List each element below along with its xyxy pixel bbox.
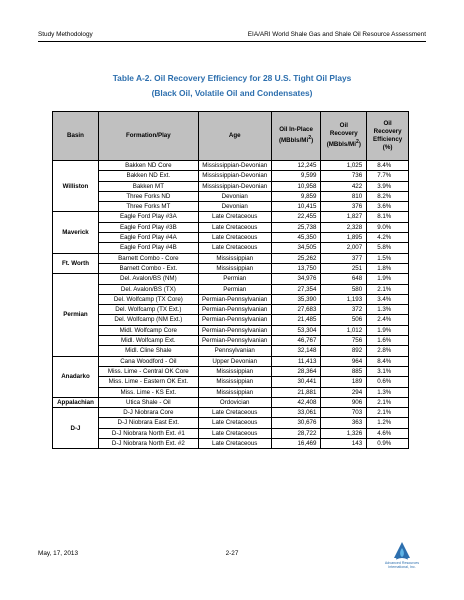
table-row [53,243,409,253]
play-cell: Eagle Ford Play #4A [98,233,198,243]
play-cell: Three Forks MT [98,202,198,212]
age-cell: Permian [198,274,271,284]
oil-recovery-cell: 580 [321,284,367,294]
recovery-efficiency-cell: 3.1% [367,366,409,376]
oil-recovery-cell: 964 [321,356,367,366]
play-cell: Del. Avalon/BS (NM) [98,274,198,284]
play-cell: Del. Wolfcamp (TX Ext.) [98,305,198,315]
oil-recovery-cell: 1,193 [321,294,367,304]
col-header-play: Formation/Play [98,112,198,161]
table-subtitle: (Black Oil, Volatile Oil and Condensates) [151,88,313,98]
oil-in-place-cell: 34,505 [271,243,321,253]
oil-recovery-cell: 885 [321,366,367,376]
oil-recovery-cell: 648 [321,274,367,284]
logo-text-line2: International, Inc. [388,565,416,569]
oil-in-place-cell: 11,413 [271,356,321,366]
oil-recovery-cell: 810 [321,191,367,201]
oil-in-place-cell: 45,350 [271,233,321,243]
table-row [53,222,409,232]
play-cell: D-J Niobrara East Ext. [98,418,198,428]
table-row [53,294,409,304]
table-row [53,263,409,273]
table-row [53,233,409,243]
table-row [53,387,409,397]
oil-in-place-cell: 22,455 [271,212,321,222]
oil-in-place-cell: 25,262 [271,253,321,263]
oil-in-place-cell: 28,722 [271,428,321,438]
oil-recovery-cell: 892 [321,346,367,356]
basin-cell: Ft. Worth [53,253,99,274]
play-cell: Bakken ND Core [98,161,198,171]
recovery-efficiency-cell: 8.2% [367,191,409,201]
play-cell: D-J Niobrara North Ext. #2 [98,439,198,449]
oil-recovery-cell: 756 [321,336,367,346]
oil-recovery-cell: 143 [321,439,367,449]
age-cell: Mississippian [198,263,271,273]
age-cell: Late Cretaceous [198,418,271,428]
table-row [53,408,409,418]
age-cell: Mississippian-Devonian [198,161,271,171]
play-cell: Eagle Ford Play #3B [98,222,198,232]
table-row [53,181,409,191]
oil-recovery-cell: 372 [321,305,367,315]
oil-recovery-cell: 1,326 [321,428,367,438]
play-cell: Miss. Lime - Central OK Core [98,366,198,376]
oil-in-place-cell: 10,415 [271,202,321,212]
recovery-efficiency-cell: 8.4% [367,161,409,171]
age-cell: Devonian [198,191,271,201]
table-row [53,191,409,201]
table-row [53,336,409,346]
oil-recovery-cell: 251 [321,263,367,273]
col-header-oil-recovery: Oil Recovery (MBbls/Mi$^2$) [321,112,367,161]
oil-recovery-table [52,111,409,449]
oil-in-place-cell: 10,958 [271,181,321,191]
age-cell: Upper Devonian [198,356,271,366]
basin-cell: Anadarko [53,356,99,397]
play-cell: Midl. Wolfcamp Ext. [98,336,198,346]
oil-in-place-cell: 27,354 [271,284,321,294]
recovery-efficiency-cell: 1.9% [367,274,409,284]
oil-in-place-cell: 16,469 [271,439,321,449]
play-cell: Cana Woodford - Oil [98,356,198,366]
oil-in-place-cell: 35,390 [271,294,321,304]
oil-recovery-cell: 1,012 [321,325,367,335]
age-cell: Permian-Pennsylvanian [198,305,271,315]
footer-page-number: 2-27 [225,550,239,557]
oil-in-place-cell: 9,599 [271,171,321,181]
oil-recovery-cell: 363 [321,418,367,428]
age-cell: Mississippian-Devonian [198,181,271,191]
oil-recovery-cell: 703 [321,408,367,418]
play-cell: Barnett Combo - Core [98,253,198,263]
play-cell: Bakken ND Ext. [98,171,198,181]
play-cell: D-J Niobrara Core [98,408,198,418]
table-row [53,428,409,438]
recovery-efficiency-cell: 3.4% [367,294,409,304]
oil-in-place-cell: 53,304 [271,325,321,335]
table-row [53,274,409,284]
recovery-efficiency-cell: 8.1% [367,212,409,222]
age-cell: Permian-Pennsylvanian [198,294,271,304]
col-header-recovery-efficiency: Oil Recovery Efficiency (%) [367,112,409,161]
recovery-efficiency-cell: 1.8% [367,263,409,273]
play-cell: D-J Niobrara North Ext. #1 [98,428,198,438]
table-row [53,212,409,222]
oil-in-place-cell: 46,767 [271,336,321,346]
age-cell: Permian-Pennsylvanian [198,315,271,325]
age-cell: Mississippian [198,387,271,397]
oil-in-place-cell: 27,683 [271,305,321,315]
oil-recovery-cell: 377 [321,253,367,263]
oil-recovery-cell: 2,007 [321,243,367,253]
oil-recovery-cell: 294 [321,387,367,397]
col-header-oil-in-place: Oil In-Place (MBbls/Mi$^2$) [271,112,321,161]
oil-recovery-cell: 189 [321,377,367,387]
play-cell: Bakken MT [98,181,198,191]
ari-logo-icon [393,541,411,561]
play-cell: Barnett Combo - Ext. [98,263,198,273]
age-cell: Mississippian [198,377,271,387]
oil-recovery-cell: 906 [321,397,367,407]
oil-recovery-cell: 1,025 [321,161,367,171]
age-cell: Mississippian [198,253,271,263]
recovery-efficiency-cell: 1.5% [367,253,409,263]
recovery-efficiency-cell: 7.7% [367,171,409,181]
oil-recovery-cell: 422 [321,181,367,191]
basin-cell: Permian [53,274,99,356]
oil-in-place-cell: 34,976 [271,274,321,284]
recovery-efficiency-cell: 1.3% [367,387,409,397]
recovery-efficiency-cell: 1.2% [367,418,409,428]
oil-recovery-cell: 1,895 [321,233,367,243]
age-cell: Late Cretaceous [198,408,271,418]
recovery-efficiency-cell: 2.1% [367,408,409,418]
oil-in-place-cell: 25,738 [271,222,321,232]
oil-in-place-cell: 30,441 [271,377,321,387]
recovery-efficiency-cell: 1.9% [367,325,409,335]
oil-in-place-cell: 33,061 [271,408,321,418]
age-cell: Late Cretaceous [198,222,271,232]
table-row [53,315,409,325]
recovery-efficiency-cell: 3.6% [367,202,409,212]
age-cell: Late Cretaceous [198,233,271,243]
oil-in-place-cell: 12,245 [271,161,321,171]
col-header-basin: Basin [53,112,99,161]
recovery-efficiency-cell: 1.6% [367,336,409,346]
recovery-efficiency-cell: 3.9% [367,181,409,191]
oil-recovery-cell: 1,827 [321,212,367,222]
table-title: Table A-2. Oil Recovery Efficiency for 28 U.S. Tight Oil Plays [112,73,352,83]
col-header-age: Age [198,112,271,161]
table-row [53,377,409,387]
oil-in-place-cell: 21,485 [271,315,321,325]
age-cell: Late Cretaceous [198,439,271,449]
recovery-efficiency-cell: 2.8% [367,346,409,356]
footer-date: May, 17, 2013 [38,550,79,557]
age-cell: Permian-Pennsylvanian [198,336,271,346]
oil-in-place-cell: 13,750 [271,263,321,273]
age-cell: Mississippian-Devonian [198,171,271,181]
age-cell: Permian-Pennsylvanian [198,325,271,335]
recovery-efficiency-cell: 0.6% [367,377,409,387]
oil-in-place-cell: 21,881 [271,387,321,397]
header-report-title: EIA/ARI World Shale Gas and Shale Oil Resource Assessment [247,31,426,38]
recovery-efficiency-cell: 1.3% [367,305,409,315]
table-row [53,356,409,366]
play-cell: Midl. Cline Shale [98,346,198,356]
age-cell: Pennsylvanian [198,346,271,356]
basin-cell: D-J [53,408,99,449]
recovery-efficiency-cell: 0.9% [367,439,409,449]
oil-recovery-cell: 2,328 [321,222,367,232]
recovery-efficiency-cell: 8.4% [367,356,409,366]
table-row [53,418,409,428]
age-cell: Devonian [198,202,271,212]
table-row [53,284,409,294]
table-row [53,439,409,449]
play-cell: Miss. Lime - Eastern OK Ext. [98,377,198,387]
recovery-efficiency-cell: 4.2% [367,233,409,243]
table-row [53,346,409,356]
play-cell: Utica Shale - Oil [98,397,198,407]
play-cell: Del. Avalon/BS (TX) [98,284,198,294]
table-row [53,161,409,171]
basin-cell: Appalachian [53,397,99,407]
table-row [53,202,409,212]
age-cell: Mississippian [198,366,271,376]
logo-text-line1: Advanced Resources [384,561,420,565]
recovery-efficiency-cell: 2.4% [367,315,409,325]
recovery-efficiency-cell: 2.1% [367,397,409,407]
oil-recovery-cell: 736 [321,171,367,181]
play-cell: Eagle Ford Play #3A [98,212,198,222]
oil-in-place-cell: 42,408 [271,397,321,407]
company-logo [382,541,422,569]
play-cell: Miss. Lime - KS Ext. [98,387,198,397]
recovery-efficiency-cell: 2.1% [367,284,409,294]
oil-in-place-cell: 28,364 [271,366,321,376]
play-cell: Midl. Wolfcamp Core [98,325,198,335]
age-cell: Late Cretaceous [198,243,271,253]
play-cell: Del. Wolfcamp (TX Core) [98,294,198,304]
basin-cell: Williston [53,161,99,212]
oil-in-place-cell: 32,148 [271,346,321,356]
oil-in-place-cell: 9,859 [271,191,321,201]
play-cell: Del. Wolfcamp (NM Ext.) [98,315,198,325]
age-cell: Ordovician [198,397,271,407]
table-row [53,305,409,315]
oil-recovery-cell: 506 [321,315,367,325]
table-row [53,325,409,335]
age-cell: Late Cretaceous [198,212,271,222]
table-body [53,161,409,449]
table-row [53,253,409,263]
header-row [53,112,409,161]
page-header [38,31,426,41]
recovery-efficiency-cell: 5.8% [367,243,409,253]
table-row [53,171,409,181]
age-cell: Permian [198,284,271,294]
header-rule [38,41,426,42]
basin-cell: Maverick [53,212,99,253]
age-cell: Late Cretaceous [198,428,271,438]
recovery-efficiency-cell: 4.6% [367,428,409,438]
play-cell: Eagle Ford Play #4B [98,243,198,253]
play-cell: Three Forks ND [98,191,198,201]
recovery-efficiency-cell: 9.0% [367,222,409,232]
oil-recovery-cell: 376 [321,202,367,212]
table-row [53,366,409,376]
header-section-title: Study Methodology [38,31,93,38]
table-row [53,397,409,407]
oil-in-place-cell: 30,676 [271,418,321,428]
